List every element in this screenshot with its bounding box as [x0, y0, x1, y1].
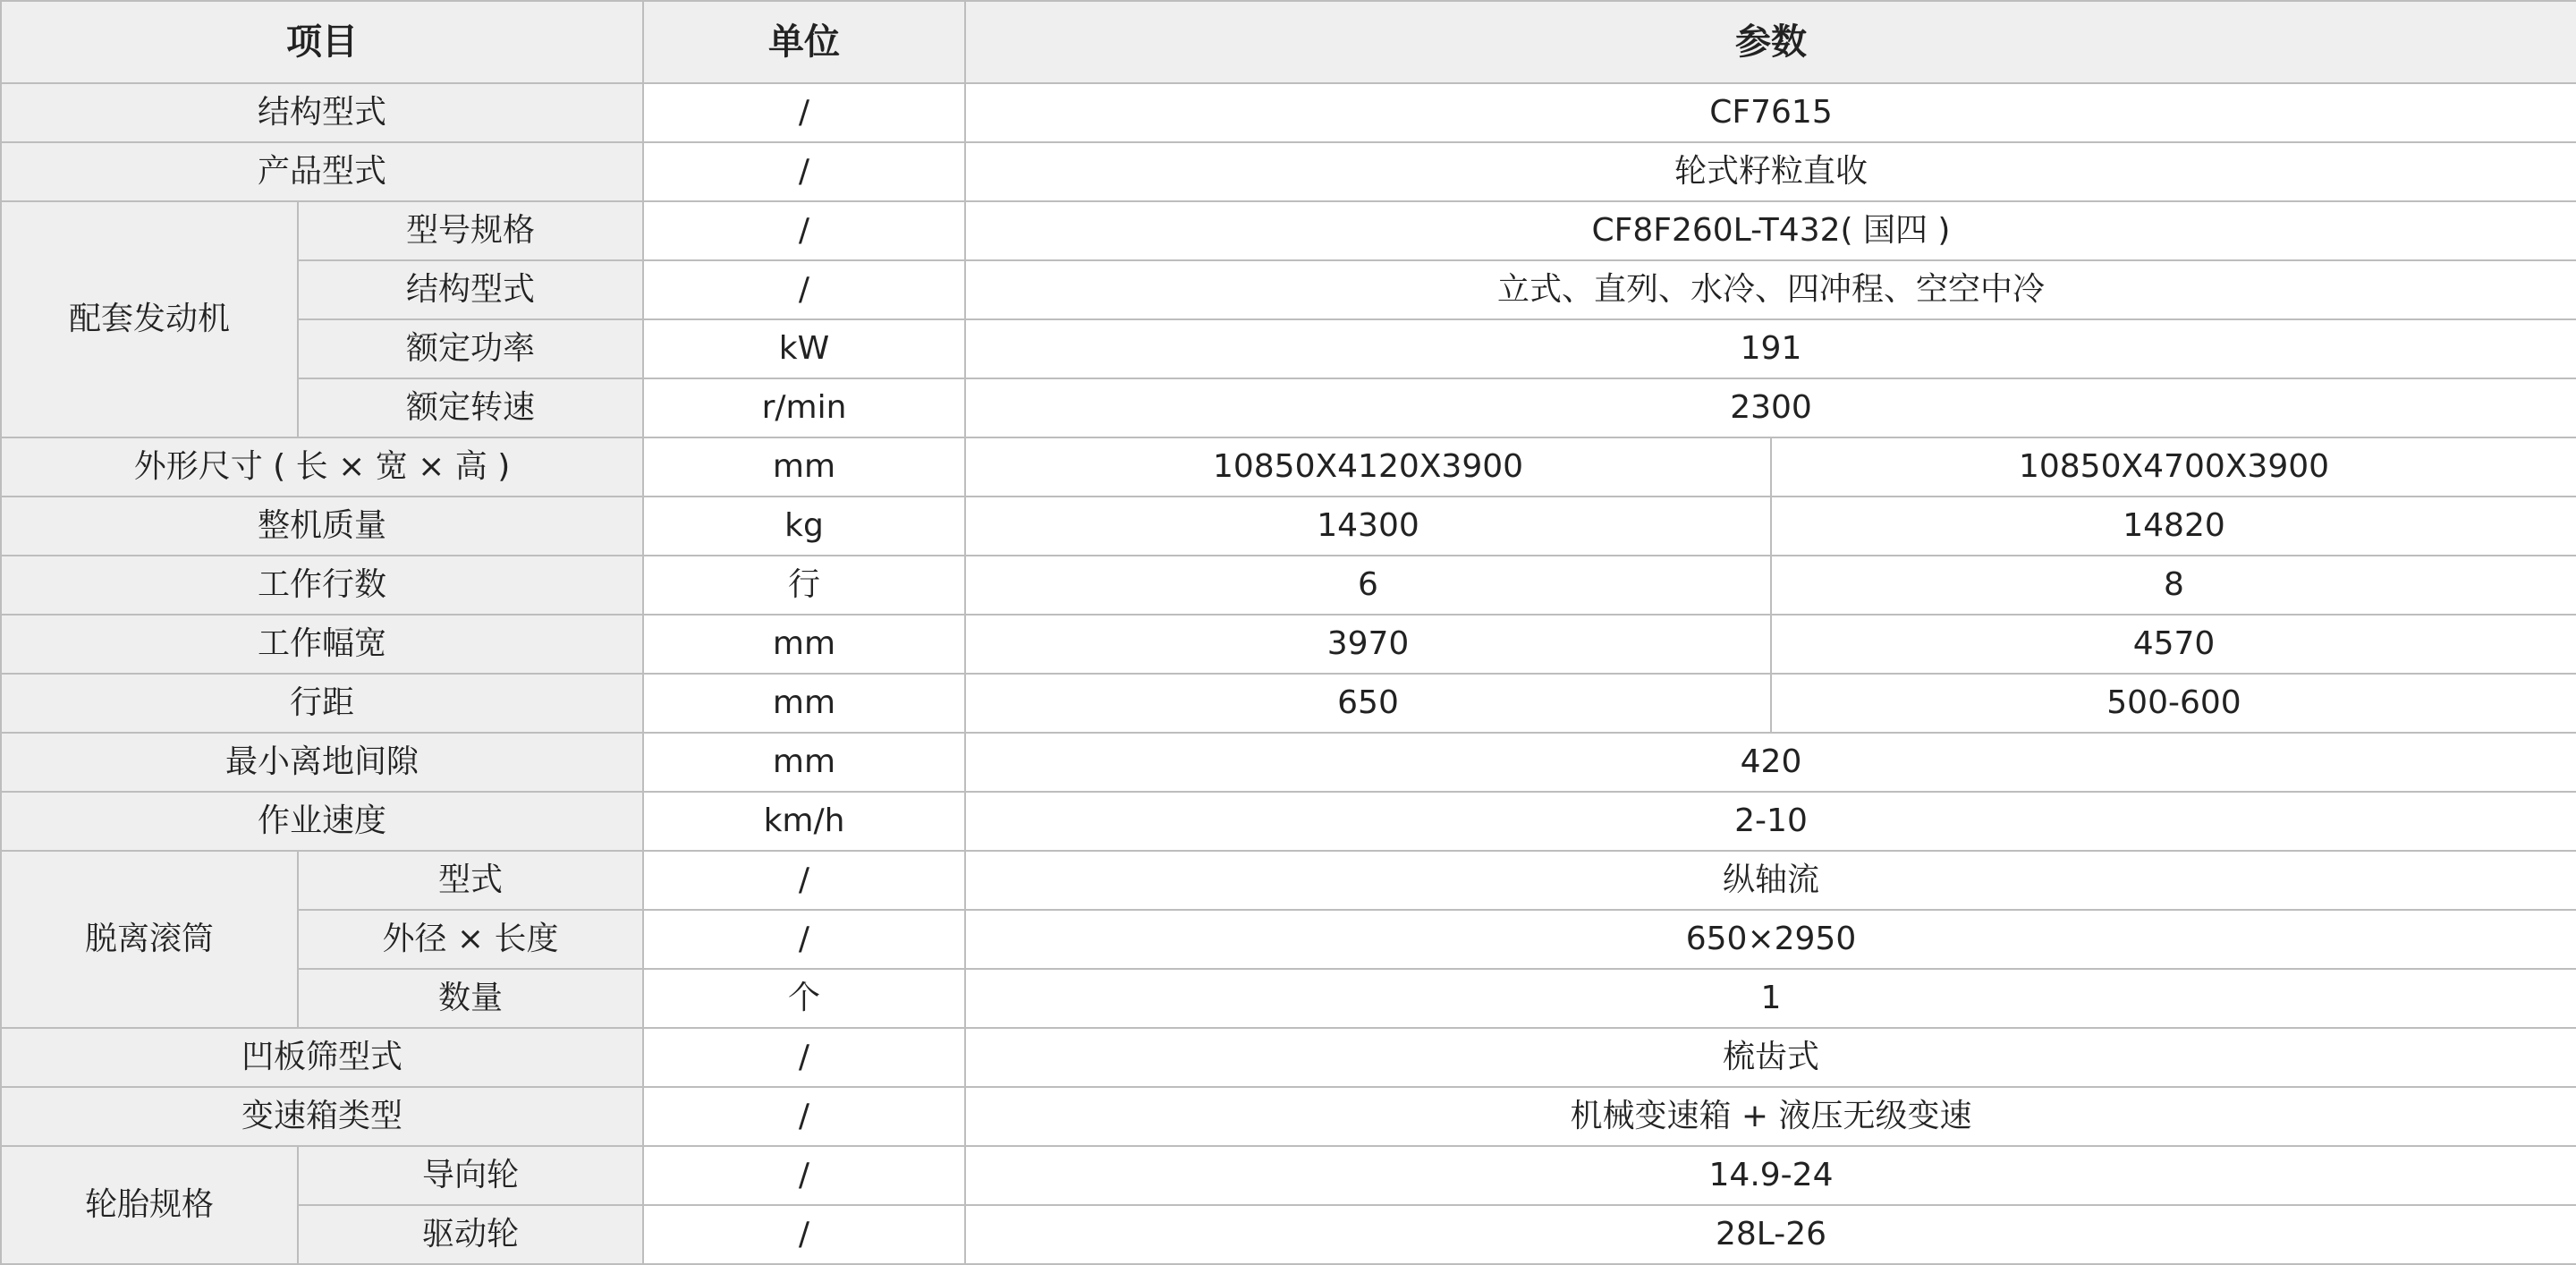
row-unit: /: [643, 1146, 965, 1205]
group-label-drum: 脱离滚筒: [1, 851, 298, 1028]
row-unit: /: [643, 142, 965, 201]
table-row: [1, 1146, 2576, 1205]
row-unit: /: [643, 851, 965, 910]
row-value-a: 14300: [965, 497, 1771, 556]
row-value: 立式、直列、水冷、四冲程、空空中冷: [965, 260, 2576, 319]
row-sublabel: 驱动轮: [298, 1205, 643, 1264]
row-label: 产品型式: [1, 142, 643, 201]
row-unit: mm: [643, 615, 965, 674]
row-value-b: 10850X4700X3900: [1771, 437, 2576, 497]
table-row: [1, 378, 2576, 437]
group-label-engine: 配套发动机: [1, 201, 298, 437]
row-value: 191: [965, 319, 2576, 378]
row-label: 最小离地间隙: [1, 733, 643, 792]
row-unit: /: [643, 910, 965, 969]
row-label: 整机质量: [1, 497, 643, 556]
table-row: [1, 497, 2576, 556]
table-row: [1, 556, 2576, 615]
row-value: 650×2950: [965, 910, 2576, 969]
row-unit: 行: [643, 556, 965, 615]
header-unit: 单位: [643, 1, 965, 83]
row-value: 轮式籽粒直收: [965, 142, 2576, 201]
row-sublabel: 数量: [298, 969, 643, 1028]
header-param: 参数: [965, 1, 2576, 83]
header-item: 项目: [1, 1, 643, 83]
row-value-a: 3970: [965, 615, 1771, 674]
row-value-b: 4570: [1771, 615, 2576, 674]
table-row: [1, 615, 2576, 674]
row-unit: /: [643, 1028, 965, 1087]
row-unit: 个: [643, 969, 965, 1028]
row-value: 1: [965, 969, 2576, 1028]
row-value-a: 650: [965, 674, 1771, 733]
row-value-a: 10850X4120X3900: [965, 437, 1771, 497]
row-unit: /: [643, 1087, 965, 1146]
row-value: CF8F260L-T432( 国四 ): [965, 201, 2576, 260]
row-unit: /: [643, 83, 965, 142]
row-unit: mm: [643, 437, 965, 497]
row-label: 凹板筛型式: [1, 1028, 643, 1087]
row-unit: r/min: [643, 378, 965, 437]
row-value: 2-10: [965, 792, 2576, 851]
row-value-b: 8: [1771, 556, 2576, 615]
row-label: 工作行数: [1, 556, 643, 615]
row-unit: kW: [643, 319, 965, 378]
table-row: [1, 851, 2576, 910]
table-row: [1, 674, 2576, 733]
row-value: 14.9-24: [965, 1146, 2576, 1205]
row-value-b: 500-600: [1771, 674, 2576, 733]
table-row: [1, 733, 2576, 792]
row-value: 420: [965, 733, 2576, 792]
table-row: [1, 1205, 2576, 1264]
table-row: [1, 83, 2576, 142]
table-row: [1, 1028, 2576, 1087]
row-sublabel: 型号规格: [298, 201, 643, 260]
row-sublabel: 型式: [298, 851, 643, 910]
table-row: [1, 910, 2576, 969]
row-value: 28L-26: [965, 1205, 2576, 1264]
table-row: [1, 1087, 2576, 1146]
table-row: [1, 260, 2576, 319]
row-value: 2300: [965, 378, 2576, 437]
row-label: 工作幅宽: [1, 615, 643, 674]
row-label: 结构型式: [1, 83, 643, 142]
row-sublabel: 额定功率: [298, 319, 643, 378]
row-sublabel: 外径 × 长度: [298, 910, 643, 969]
table-row: [1, 437, 2576, 497]
row-value-b: 14820: [1771, 497, 2576, 556]
row-value-a: 6: [965, 556, 1771, 615]
table-row: [1, 142, 2576, 201]
row-unit: mm: [643, 733, 965, 792]
row-value: 机械变速箱 + 液压无级变速: [965, 1087, 2576, 1146]
row-unit: mm: [643, 674, 965, 733]
row-label: 行距: [1, 674, 643, 733]
group-label-tire: 轮胎规格: [1, 1146, 298, 1264]
row-value: 纵轴流: [965, 851, 2576, 910]
header-row: [1, 1, 2576, 83]
row-unit: kg: [643, 497, 965, 556]
table-row: [1, 201, 2576, 260]
row-unit: /: [643, 260, 965, 319]
table-row: [1, 792, 2576, 851]
row-value: 梳齿式: [965, 1028, 2576, 1087]
table-row: [1, 969, 2576, 1028]
row-value: CF7615: [965, 83, 2576, 142]
row-unit: km/h: [643, 792, 965, 851]
row-label: 外形尺寸 ( 长 × 宽 × 高 ): [1, 437, 643, 497]
row-label: 变速箱类型: [1, 1087, 643, 1146]
table-row: [1, 319, 2576, 378]
row-unit: /: [643, 201, 965, 260]
row-unit: /: [643, 1205, 965, 1264]
row-sublabel: 额定转速: [298, 378, 643, 437]
row-sublabel: 导向轮: [298, 1146, 643, 1205]
row-sublabel: 结构型式: [298, 260, 643, 319]
row-label: 作业速度: [1, 792, 643, 851]
